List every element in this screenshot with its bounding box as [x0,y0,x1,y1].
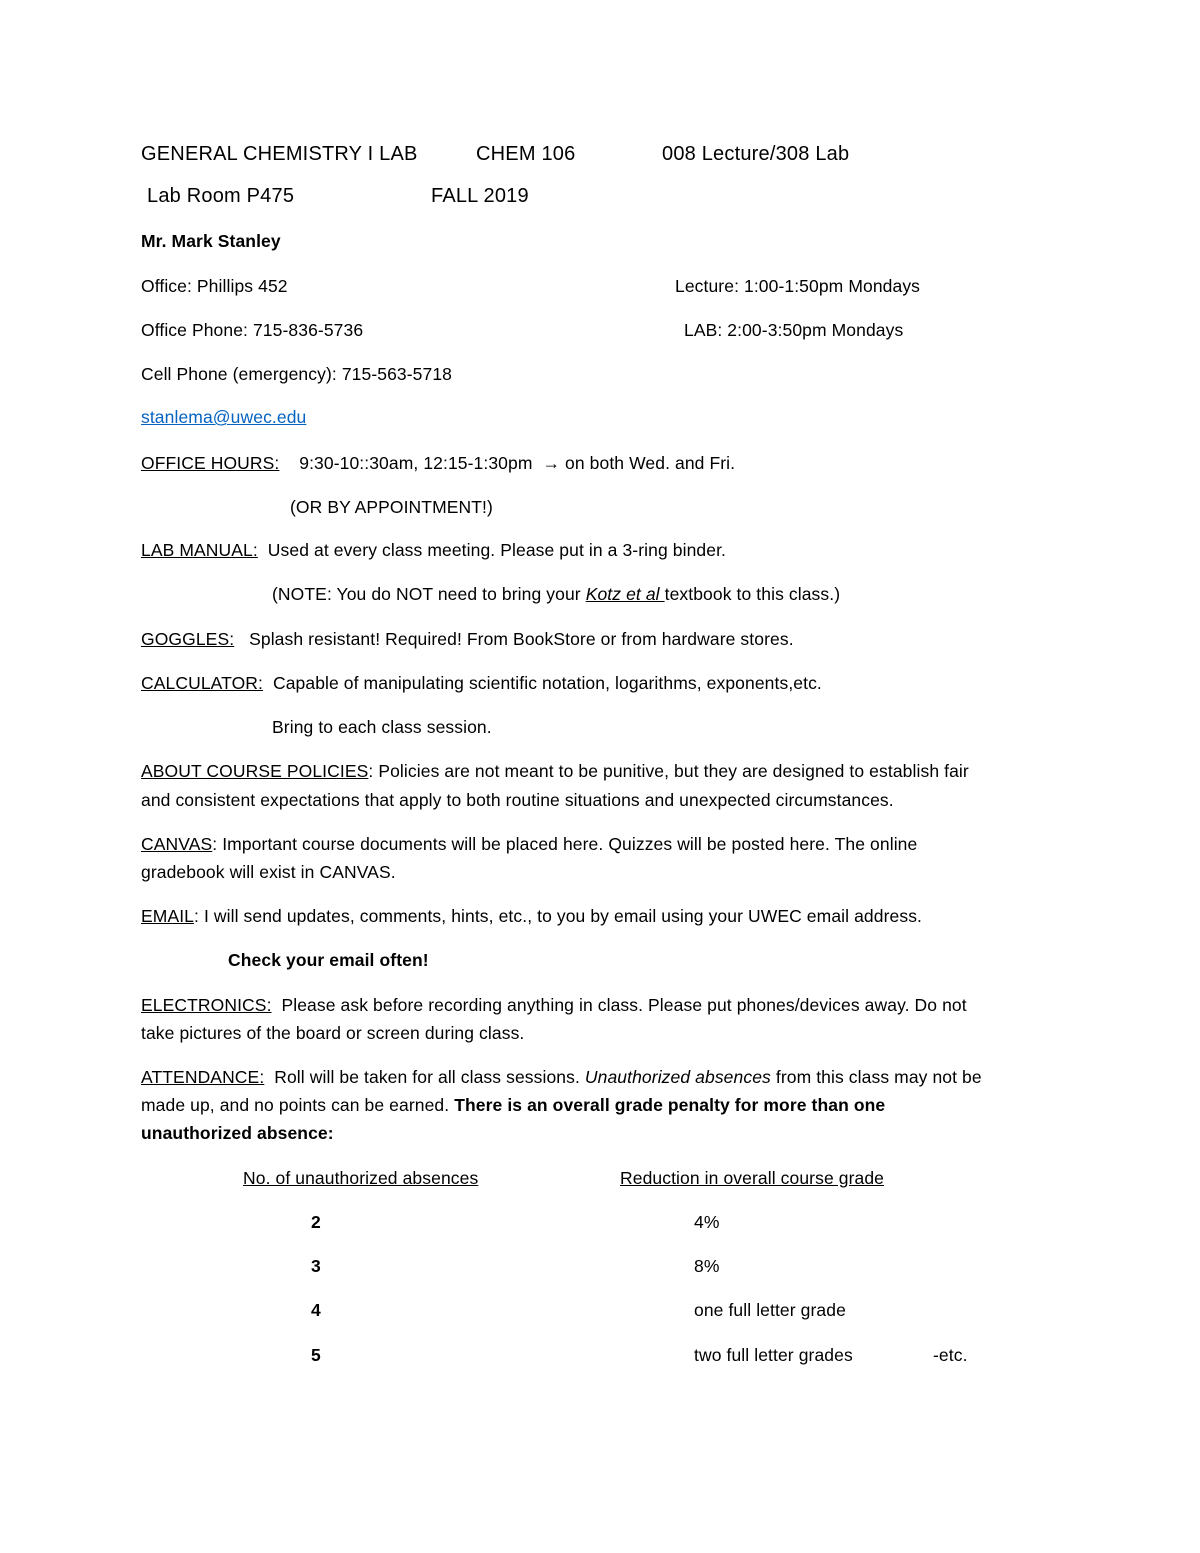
goggles-row [141,628,794,650]
attendance-row [141,1066,982,1088]
right-arrow-icon: → [542,453,561,473]
email-row [141,406,306,428]
table-header-absences: No. of unauthorized absences [243,1168,479,1188]
table-row-1-reduction: 4% [694,1212,720,1232]
office-hours-row [141,452,735,474]
table-row-4-absences: 5 [311,1345,321,1365]
attendance-text-2: from this class may not be [770,1067,982,1087]
calculator-row [141,672,822,694]
table-row-2-reduction: 8% [694,1256,720,1276]
lab-room: Lab Room P475 [147,185,295,207]
lab-manual-label: LAB MANUAL: [141,540,258,560]
office-hours-appointment: (OR BY APPOINTMENT!) [290,497,493,517]
table-row-1-absences: 2 [311,1212,321,1232]
policies-line-2: and consistent expectations that apply to both routine situations and unexpected circumstances. [141,790,894,810]
attendance-italic: Unauthorized absences [584,1067,771,1087]
table-etc: -etc. [933,1345,968,1365]
calculator-text-2: Bring to each class session. [272,717,492,737]
lab-time: LAB: 2:00-3:50pm Mondays [684,320,904,340]
term: FALL 2019 [431,185,529,207]
electronics-label: ELECTRONICS: [141,995,272,1015]
instructor-name: Mr. Mark Stanley [141,231,281,251]
policies-row [141,760,969,782]
attendance-label: ATTENDANCE: [141,1067,265,1087]
office-hours-days: on both Wed. and Fri. [565,453,736,473]
lab-manual-note [272,583,840,605]
policies-line-1: : Policies are not meant to be punitive, but they are designed to establish fair [368,761,969,781]
lab-manual-row [141,539,726,561]
email-reminder: Check your email often! [228,950,429,970]
attendance-line-3: unauthorized absence: [141,1123,334,1143]
electronics-row [141,994,967,1016]
office-hours-label: OFFICE HOURS: [141,453,280,473]
office-hours-times: 9:30-10::30am, 12:15-1:30pm [299,453,533,473]
goggles-text: Splash resistant! Required! From BookStore or from hardware stores. [249,629,794,649]
policies-label: ABOUT COURSE POLICIES [141,761,369,781]
lecture-time: Lecture: 1:00-1:50pm Mondays [675,276,921,296]
course-code: CHEM 106 [476,143,576,165]
table-header-reduction: Reduction in overall course grade [620,1168,885,1188]
attendance-text-1: Roll will be taken for all class sessions. [274,1067,585,1087]
attendance-bold-1: There is an overall grade penalty for more than one [454,1095,886,1115]
attendance-line-2 [141,1094,885,1116]
table-row-2-absences: 3 [311,1256,321,1276]
attendance-text-3: made up, and no points can be earned. [141,1095,455,1115]
cell-phone: Cell Phone (emergency): 715-563-5718 [141,364,453,384]
canvas-line-1: : Important course documents will be placed here. Quizzes will be posted here. The online [212,834,918,854]
email-text: : I will send updates, comments, hints, etc., to you by email using your UWEC email address. [194,906,923,926]
lab-manual-text: Used at every class meeting. Please put in a 3-ring binder. [267,540,727,560]
calculator-text: Capable of manipulating scientific notation, logarithms, exponents,etc. [272,673,822,693]
goggles-label: GOGGLES: [141,629,235,649]
office-phone: Office Phone: 715-836-5736 [141,320,364,340]
table-row-3-absences: 4 [311,1300,321,1320]
office-location: Office: Phillips 452 [141,276,288,296]
electronics-line-2: take pictures of the board or screen during class. [141,1023,525,1043]
table-row-4-reduction: two full letter grades [694,1345,853,1365]
electronics-line-1: Please ask before recording anything in class. Please put phones/devices away. Do not [281,995,967,1015]
note-text-start: (NOTE: You do NOT need to bring your [272,584,586,604]
canvas-row [141,833,917,855]
table-row-3-reduction: one full letter grade [694,1300,846,1320]
canvas-line-2: gradebook will exist in CANVAS. [141,862,396,882]
calculator-label: CALCULATOR: [141,673,264,693]
email-section-row [141,905,922,927]
textbook-name: Kotz et al [585,584,665,604]
email-link[interactable]: stanlema@uwec.edu [141,407,307,427]
note-text-end: textbook to this class.) [664,584,841,604]
course-title: GENERAL CHEMISTRY I LAB [141,143,418,165]
email-label: EMAIL [141,906,195,926]
course-sections: 008 Lecture/308 Lab [662,143,850,165]
canvas-label: CANVAS [141,834,213,854]
